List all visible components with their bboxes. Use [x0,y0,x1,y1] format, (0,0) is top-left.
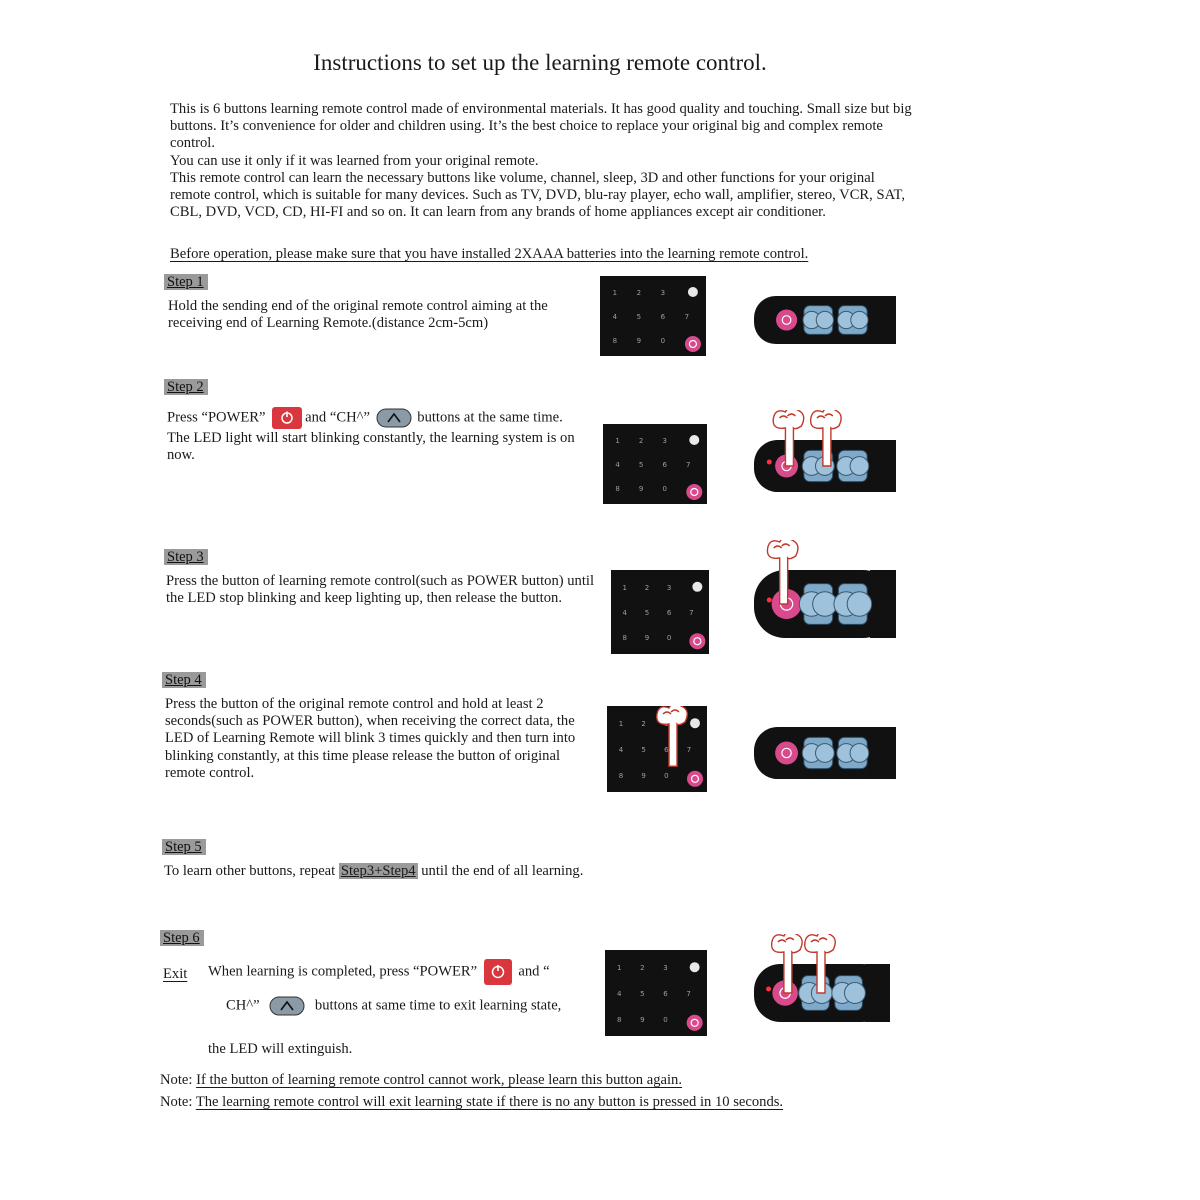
keypad-digit: 5 [641,746,646,754]
keypad-digit: 5 [636,313,642,321]
note-1-text: If the button of learning remote control cannot work, please learn this button again. [196,1072,682,1088]
learning-power-button [775,742,798,765]
note-2-prefix: Note: [160,1094,193,1110]
keypad-digit: 4 [617,990,622,998]
step-6-line-3: the LED will extinguish. [208,1041,353,1057]
led-light [767,598,772,603]
note-1-prefix: Note: [160,1072,193,1088]
keypad-digit: 7 [689,609,694,617]
keypad-digit: 4 [612,313,618,321]
keypad-digit: 6 [664,746,669,754]
keypad-digit: 9 [638,485,644,493]
step-6-ch-text: CH^” [226,997,260,1014]
power-button-icon [271,406,303,430]
power-key [686,484,702,500]
intro-paragraph-3: This remote control can learn the necessary buttons like volume, channel, sleep, 3D and other functions for your original remote control, which is suitable for many devices. Such as TV, DVD, blu-ray player, echo wall, amplifier, stereo, VCR, SAT, CBL, DVD, VCD, CD, HI-FI and so on. It can learn from any brands of home appliances except air conditioner. [170,169,905,221]
led-light [767,460,772,465]
step-5-post: until the end of all learning. [421,863,584,879]
note-2 [160,1094,783,1111]
step-5-pre: To learn other buttons, repeat [164,863,336,879]
keypad-digit: 0 [666,634,672,643]
step-5-text [164,863,684,880]
keypad-digit: 2 [638,437,644,445]
intro-paragraph-2: You can use it only if it was learned from your original remote. [170,152,539,169]
keypad-digit: 0 [660,337,666,345]
keypad-digit: 0 [662,485,667,493]
note-1 [160,1072,682,1089]
page-title: Instructions to set up the learning remote control. [313,50,767,75]
step-6-label: Step 6 [160,929,204,947]
step-1-label: Step 1 [164,273,208,291]
intro-text [170,101,915,221]
step-3-label: Step 3 [164,548,208,566]
keypad-digit: 9 [641,771,646,780]
keypad-digit: 2 [640,964,645,973]
step-1-text: Hold the sending end of the original remote control aiming at the receiving end of Learning Remote.(distance 2cm-5cm) [168,298,548,332]
keypad-digit: 4 [618,746,624,754]
step-6-line-1b: and “ [518,963,550,980]
keypad-digit: 1 [618,720,624,729]
note-2-text: The learning remote control will exit learning state if there is no any button is pressed in 10 seconds. [195,1094,784,1110]
step-6-line-1 [208,958,608,986]
round-button [690,962,700,972]
step-2-press: Press “POWER” [167,409,266,426]
ch-up-button-icon-2 [269,996,305,1016]
keypad-digit: 2 [644,583,650,592]
keypad-digit: 8 [618,771,624,780]
learning-power-button [776,309,797,330]
ch-up-button-icon [376,408,412,428]
keypad-step-1 [600,276,706,356]
led-light [766,987,771,992]
keypad-digit: 7 [686,990,691,998]
intro-paragraph-1: This is 6 buttons learning remote control made of environmental materials. It has good quality and touching. Small size but big buttons. It’s convenience for older and children using. It’s the best choice to replace your original big and complex remote control. [170,101,912,152]
step-2-and: and “CH^” [305,409,370,426]
keypad-digit: 2 [641,720,646,729]
keypad-digit: 4 [622,609,627,617]
keypad-digit: 3 [660,289,666,297]
keypad-digit: 7 [686,746,692,754]
keypad-digit: 8 [617,1015,622,1024]
step-2-text-2: The LED light will start blinking constantly, the learning system is on now. [167,430,575,464]
keypad-digit: 5 [644,609,650,617]
keypad-digit: 3 [666,583,672,592]
step-2-rest: buttons at the same time. [417,409,563,426]
keypad-digit: 6 [666,609,672,617]
keypad-digit: 8 [622,634,627,643]
round-button [688,287,698,297]
keypad-digit: 5 [638,461,644,469]
step-6-line-2-text: buttons at same time to exit learning state, [314,997,562,1014]
power-button-icon-2 [483,958,513,986]
step-2-label: Step 2 [164,378,208,396]
keypad-digit: 1 [617,964,622,973]
keypad-step-3 [611,570,709,654]
keypad-digit: 7 [684,313,690,321]
power-key [687,771,703,787]
keypad-digit: 8 [612,337,618,345]
keypad-digit: 3 [662,437,667,445]
learning-remote-step-1 [752,296,896,344]
keypad-digit: 9 [640,1015,645,1024]
keypad-digit: 0 [663,1015,668,1024]
keypad-digit: 0 [664,771,669,780]
keypad-digit: 2 [636,289,642,297]
learning-remote-step-4 [752,727,896,779]
round-button [692,582,702,592]
step-6-line-2 [226,996,606,1016]
before-operation-note: Before operation, please make sure that you have installed 2XAAA batteries into the learning remote control. [170,246,809,262]
step-5-highlight: Step3+Step4 [340,863,416,879]
step-5-label: Step 5 [162,838,206,856]
keypad-digit: 8 [615,485,620,493]
keypad-step-6 [605,950,707,1036]
step-4-label: Step 4 [162,671,206,689]
learning-remote-step-3 [752,540,896,638]
keypad-step-2 [603,424,707,504]
step-3-text: Press the button of learning remote control(such as POWER button) until the LED stop blinking and keep lighting up, then release the button. [166,573,595,607]
keypad-digit: 6 [663,990,668,998]
keypad-digit: 6 [662,461,667,469]
power-key [687,1015,703,1031]
keypad-digit: 1 [622,583,627,592]
round-button [690,718,700,728]
keypad-digit: 9 [636,337,642,345]
keypad-digit: 4 [615,461,620,469]
keypad-digit: 5 [640,990,645,998]
step-4-text: Press the button of the original remote control and hold at least 2 seconds(such as POWER button), when receiving the correct data, the LED of Learning Remote will blink 3 times quickly and then turn into blinking constantly, at this time please release the button of original remote control. [165,696,576,781]
keypad-digit: 3 [663,964,668,973]
step-2-text [167,406,597,464]
step-6-exit: Exit [163,966,188,982]
keypad-digit: 1 [615,437,620,445]
learning-remote-step-6 [752,934,890,1022]
keypad-digit: 7 [686,461,691,469]
power-key [685,336,701,352]
keypad-digit: 9 [644,634,650,643]
power-key [689,633,705,649]
step-6-line-1-text: When learning is completed, press “POWER” [208,963,478,980]
keypad-digit: 6 [660,313,666,321]
learning-remote-step-2 [752,410,896,492]
keypad-digit: 1 [612,289,618,297]
keypad-step-4 [607,706,707,792]
round-button [689,435,699,445]
